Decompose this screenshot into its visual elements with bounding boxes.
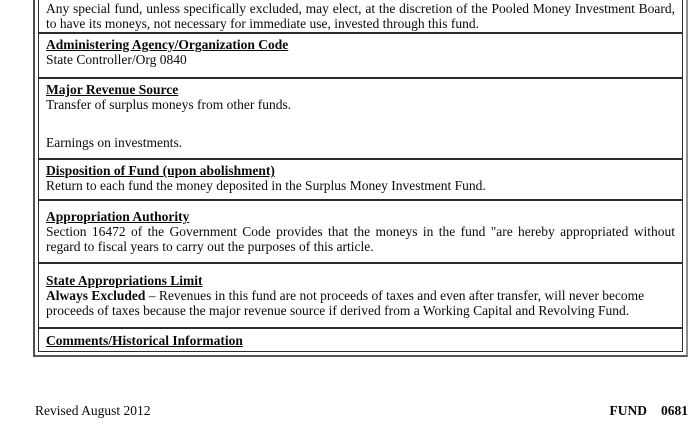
major-revenue-source-text-1: Transfer of surplus moneys from other funds. xyxy=(46,97,292,112)
section-major-revenue-source xyxy=(38,78,683,159)
revised-date: Revised August 2012 xyxy=(35,403,151,418)
section-administering-agency xyxy=(38,33,683,78)
disposition-of-fund-heading: Disposition of Fund (upon abolishment) xyxy=(46,163,275,178)
section-appropriation-authority xyxy=(38,200,683,263)
always-excluded-label: Always Excluded xyxy=(46,288,146,303)
state-appropriations-limit-heading: State Appropriations Limit xyxy=(46,273,203,288)
state-appropriations-limit-text xyxy=(46,288,675,318)
fund-description-text: Any special fund, unless specifically excluded, may elect, at the discretion of the Pooled Money Investment Board, to have its moneys, not necessary for immediate use, invested through this fund. xyxy=(46,1,675,31)
appropriation-authority-text: Section 16472 of the Government Code provides that the moneys in the fund "are hereby appropriated without regard to fiscal years to carry out the purposes of this article. xyxy=(46,224,675,254)
section-state-appropriations-limit xyxy=(38,263,683,328)
appropriation-authority-heading: Appropriation Authority xyxy=(46,209,190,224)
fund-code: 0681 xyxy=(661,403,688,418)
page-footer xyxy=(35,403,688,418)
administering-agency-value: State Controller/Org 0840 xyxy=(46,52,187,67)
section-disposition-of-fund xyxy=(38,159,683,200)
fund-id xyxy=(610,403,689,418)
state-appropriations-limit-detail: – Revenues in this fund are not proceeds of taxes and even after transfer, will never become proceeds of taxes because the major revenue source if derived from a Working Capital and Revolving Fund. xyxy=(46,288,645,318)
administering-agency-heading: Administering Agency/Organization Code xyxy=(46,37,289,52)
section-fund-description xyxy=(38,0,683,33)
comments-historical-heading: Comments/Historical Information xyxy=(46,333,243,348)
fund-label: FUND xyxy=(609,403,647,418)
section-comments-historical xyxy=(38,328,683,352)
major-revenue-source-text-2: Earnings on investments. xyxy=(46,135,183,150)
disposition-of-fund-text: Return to each fund the money deposited in the Surplus Money Investment Fund. xyxy=(46,178,486,193)
fund-info-table xyxy=(33,0,688,357)
major-revenue-source-heading: Major Revenue Source xyxy=(46,82,179,97)
